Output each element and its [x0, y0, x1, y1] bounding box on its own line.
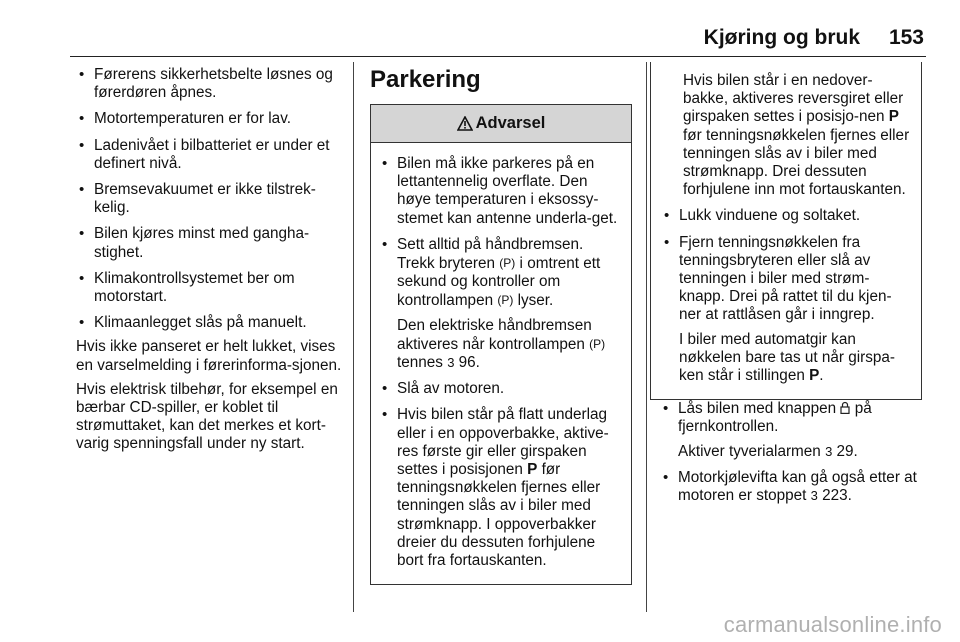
- watermark: carmanualsonline.info: [723, 612, 942, 637]
- warning-body: [371, 143, 631, 584]
- paragraph: Hvis elektrisk tilbehør, for eksempel en bærbar CD-spiller, er koblet til strømuttaket, kan det merkes et kort-varig spenningsfall under ny start.: [76, 380, 338, 453]
- list-item: • Hvis bilen står på flatt underlag eller i en oppoverbakke, aktive-res første gir eller girspaken settes i posisjonen P før tenningsnøkkelen fjernes eller tenningen slås av i biler med strømknapp. I oppoverbakker dreier du dessuten forhjulene bort fra fortauskanten.: [379, 406, 623, 570]
- warning-body: [651, 62, 921, 399]
- page-reference[interactable]: 96.: [458, 354, 480, 372]
- start-condition-list: [76, 66, 344, 332]
- parking-brake-icon: (P): [589, 336, 606, 351]
- reference-arrow-icon: 3: [810, 488, 818, 504]
- list-item: • Lås bilen med knappen på fjernkontrollen. Aktiver tyverialarmen 3 29.: [660, 400, 932, 461]
- column-middle: [370, 66, 632, 585]
- header-rule: [70, 56, 926, 57]
- section-title: Parkering: [370, 66, 481, 93]
- parking-steps-list: [660, 400, 932, 505]
- list-item: • Motorkjølevifta kan gå også etter at motoren er stoppet 3 223.: [660, 469, 932, 505]
- warning-title: Advarsel: [475, 114, 546, 133]
- list-item: • Klimaanlegget slås på manuelt.: [76, 314, 344, 332]
- warning-triangle-icon: [457, 116, 473, 131]
- warning-box-continued: [650, 62, 922, 400]
- column-left: [76, 66, 344, 460]
- list-item: • Sett alltid på håndbremsen. Trekk bryteren (P) i omtrent ett sekund og kontroller om kontrollampen (P) lyser. Den elektriske håndbremsen aktiveres når kontrollampen (P) tennes 3 96.: [379, 236, 623, 372]
- reference-arrow-icon: 3: [447, 355, 455, 371]
- warning-header: [371, 105, 631, 143]
- warning-box: [370, 104, 632, 585]
- page-reference[interactable]: 223.: [822, 487, 852, 505]
- column-right: [660, 62, 932, 513]
- parking-brake-icon: (P): [497, 293, 514, 308]
- list-item: • Førerens sikkerhetsbelte løsnes og førerdøren åpnes.: [76, 66, 344, 102]
- column-divider-1: [353, 62, 354, 612]
- reference-arrow-icon: 3: [825, 443, 833, 459]
- sub-paragraph: I biler med automatgir kan nøkkelen bare tas ut når girspa-ken står i stillingen P.: [679, 330, 895, 385]
- sub-paragraph: Den elektriske håndbremsen aktiveres når kontrollampen (P) tennes 3 96.: [397, 316, 606, 372]
- warning-continuation: Hvis bilen står i en nedover-bakke, aktiveres reversgiret eller girspaken settes i posisjo-nen P før tenningsnøkkelen fjernes eller tenningen slås av i biler med strømknapp. Drei dessuten forhjulene inn mot fortauskanten.: [683, 72, 910, 199]
- lock-icon: [840, 401, 850, 414]
- parking-brake-icon: (P): [499, 256, 516, 271]
- sub-paragraph: Aktiver tyverialarmen 3 29.: [678, 442, 858, 460]
- page-reference[interactable]: 29.: [836, 442, 858, 460]
- list-item: • Bilen kjøres minst med gangha-stighet.: [76, 225, 344, 261]
- list-item: • Lukk vinduene og soltaket.: [661, 207, 913, 225]
- paragraph: Hvis ikke panseret er helt lukket, vises en varselmelding i førerinforma-sjonen.: [76, 338, 342, 374]
- list-item: • Motortemperaturen er for lav.: [76, 110, 344, 128]
- column-divider-2: [646, 62, 647, 612]
- page-number: 153: [888, 26, 924, 49]
- list-item: • Fjern tenningsnøkkelen fra tenningsbryteren eller slå av tenningen i biler med strøm-knapp. Drei på rattet til du kjen-ner at rattlåsen går i inngrep. I biler med automatgir kan nøkkelen bare tas ut når girspa-ken står i stillingen P.: [661, 234, 913, 386]
- list-item: • Ladenivået i bilbatteriet er under et definert nivå.: [76, 137, 344, 173]
- list-item: • Bilen må ikke parkeres på en lettantennelig overflate. Den høye temperaturen i eksossy-stemet kan antenne underla-get.: [379, 155, 623, 228]
- page-title: Kjøring og bruk: [703, 26, 860, 49]
- list-item: • Slå av motoren.: [379, 380, 623, 398]
- page-header: [0, 26, 960, 62]
- list-item: • Bremsevakuumet er ikke tilstrek-kelig.: [76, 181, 344, 217]
- list-item: • Klimakontrollsystemet ber om motorstart.: [76, 270, 344, 306]
